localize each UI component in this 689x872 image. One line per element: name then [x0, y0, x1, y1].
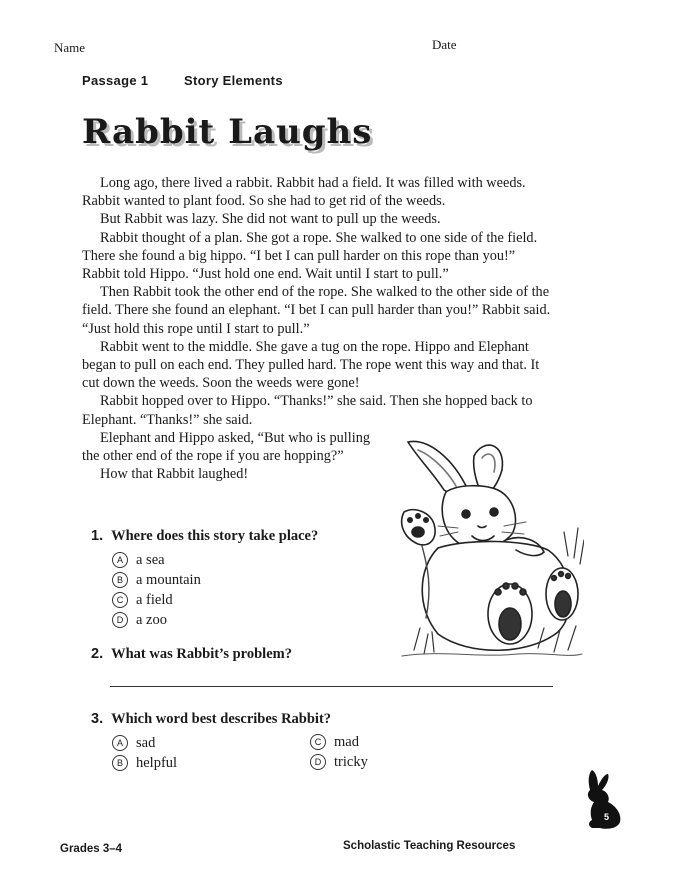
- story-paragraph: Then Rabbit took the other end of the rope. She walked to the other side of the field. There she found an elephant. “I bet I can pull harder than you!” Rabbit said. “Just hold this rope until I start to pull.”: [82, 284, 551, 337]
- question-text: Which word best describes Rabbit?: [111, 711, 332, 727]
- question-1: [91, 528, 318, 545]
- story-paragraph: Rabbit went to the middle. She gave a tug on the rope. Hippo and Elephant began to pull on each end. They pulled hard. The rope went this way and that. It cut down the weeds. Soon the weeds were gone!: [82, 338, 540, 392]
- grade-label: Grades 3–4: [60, 843, 123, 855]
- question-2: [91, 646, 292, 663]
- option-text: helpful: [136, 755, 178, 771]
- option-text: a mountain: [136, 572, 201, 588]
- option-a[interactable]: [112, 552, 165, 569]
- question-3: [91, 711, 331, 728]
- option-b[interactable]: [112, 572, 201, 589]
- option-bubble[interactable]: A: [112, 735, 128, 751]
- story-paragraph: Rabbit hopped over to Hippo. “Thanks!” she said. Then she hopped back to Elephant. “Thanks!” she said.: [82, 393, 533, 428]
- story-paragraph: Rabbit thought of a plan. She got a rope. She walked to one side of the field. There she found a big hippo. “I bet I can pull harder on this rope than you!” Rabbit told Hippo. “Just hold one end. Wait until I start to pull.”: [82, 229, 538, 283]
- story-paragraph: But Rabbit was lazy. She did not want to pull up the weeds.: [100, 211, 441, 228]
- topic-label: Story Elements: [184, 73, 283, 88]
- question-text: Where does this story take place?: [111, 528, 319, 544]
- name-label: Name: [54, 40, 86, 55]
- option-bubble[interactable]: C: [112, 592, 128, 608]
- rabbit-illustration: [398, 428, 584, 660]
- option-c[interactable]: [310, 734, 359, 751]
- option-d[interactable]: [310, 754, 368, 771]
- option-bubble[interactable]: C: [310, 734, 326, 750]
- option-bubble[interactable]: B: [112, 755, 128, 771]
- answer-line[interactable]: [110, 686, 553, 687]
- passage-label: Passage 1: [82, 73, 149, 88]
- option-text: a field: [136, 592, 173, 608]
- option-text: sad: [136, 735, 156, 751]
- question-number: 3.: [91, 711, 104, 727]
- question-number: 1.: [91, 528, 104, 544]
- story-paragraph: Long ago, there lived a rabbit. Rabbit had a field. It was filled with weeds. Rabbit wanted to plant food. So she had to get rid of the weeds.: [82, 175, 526, 210]
- option-d[interactable]: [112, 612, 167, 629]
- option-text: tricky: [334, 754, 368, 770]
- date-label: Date: [432, 37, 457, 52]
- rabbit-silhouette-icon: [578, 768, 628, 830]
- story-title: Rabbit Laughs: [82, 112, 373, 152]
- option-bubble[interactable]: D: [112, 612, 128, 628]
- option-a[interactable]: [112, 735, 155, 752]
- story-paragraph: Elephant and Hippo asked, “But who is pulling the other end of the rope if you are hopping?”: [82, 429, 371, 465]
- option-text: a zoo: [136, 612, 167, 628]
- page-number: 5: [604, 812, 610, 822]
- option-bubble[interactable]: A: [112, 552, 128, 568]
- option-c[interactable]: [112, 592, 173, 609]
- option-text: a sea: [136, 552, 165, 568]
- publisher-label: Scholastic Teaching Resources: [343, 840, 516, 852]
- option-b[interactable]: [112, 755, 177, 772]
- option-bubble[interactable]: B: [112, 572, 128, 588]
- option-bubble[interactable]: D: [310, 754, 326, 770]
- option-text: mad: [334, 734, 359, 750]
- story-paragraph: How that Rabbit laughed!: [100, 466, 249, 483]
- question-text: What was Rabbit’s problem?: [111, 646, 292, 662]
- question-number: 2.: [91, 646, 104, 662]
